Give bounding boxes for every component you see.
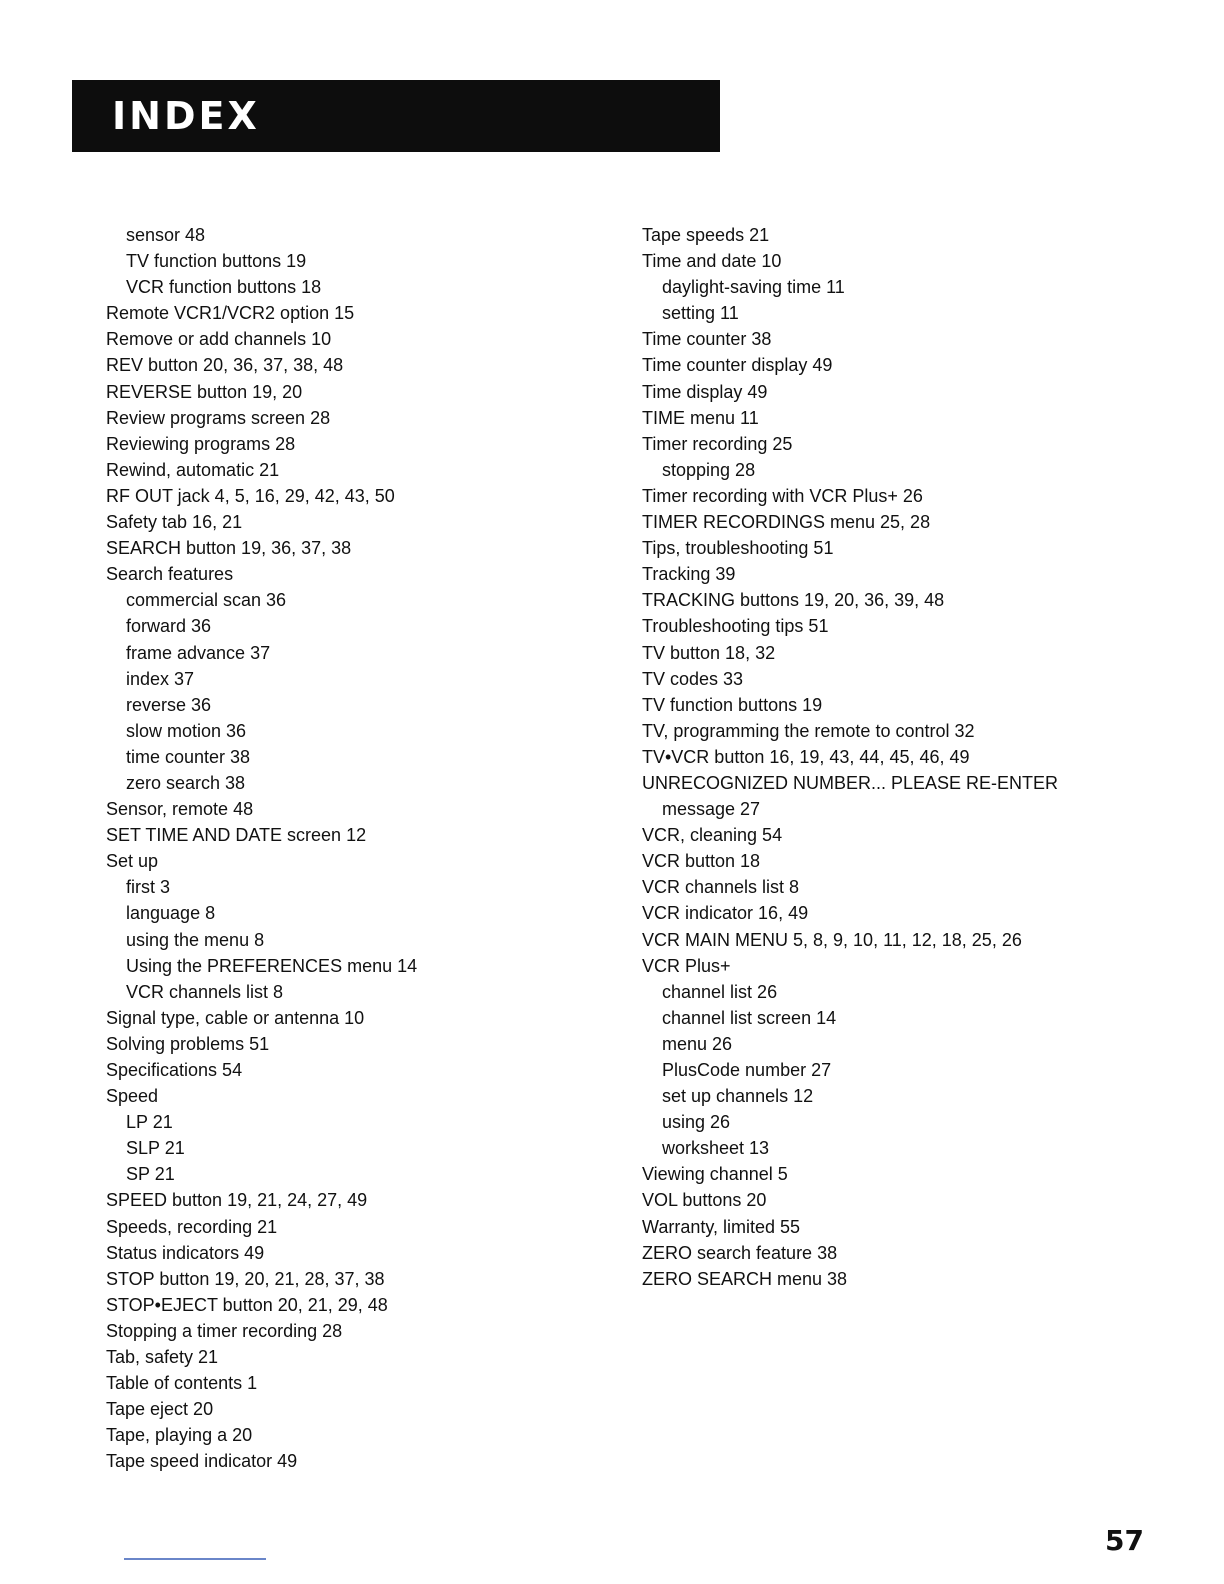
index-entry: Speeds, recording 21 — [106, 1216, 278, 1237]
index-entry: Tape, playing a 20 — [106, 1425, 253, 1446]
index-entry: Tab, safety 21 — [106, 1347, 219, 1368]
index-entry: VCR indicator 16, 49 — [642, 903, 809, 924]
page-title: INDEX — [112, 94, 260, 138]
index-entry: TRACKING buttons 19, 20, 36, 39, 48 — [642, 590, 945, 611]
index-entry: ZERO SEARCH menu 38 — [642, 1268, 848, 1289]
index-entry: TIME menu 11 — [642, 407, 759, 428]
index-entry: TV•VCR button 16, 19, 43, 44, 45, 46, 49 — [642, 746, 970, 767]
index-subentry: PlusCode number 27 — [662, 1060, 832, 1080]
index-subentry: SP 21 — [126, 1164, 175, 1185]
index-column-left — [106, 222, 417, 1475]
index-entry: Warranty, limited 55 — [642, 1216, 801, 1237]
index-subentry: LP 21 — [126, 1112, 173, 1133]
page-number: 57 — [1105, 1524, 1144, 1557]
index-subentry: using 26 — [662, 1112, 731, 1133]
index-entry: RF OUT jack 4, 5, 16, 29, 42, 43, 50 — [106, 485, 395, 506]
index-entry: TV function buttons 19 — [642, 694, 823, 715]
index-subentry: menu 26 — [662, 1033, 733, 1054]
index-subentry: SLP 21 — [126, 1138, 185, 1159]
index-entry: REV button 20, 36, 37, 38, 48 — [106, 355, 344, 376]
index-subentry: daylight-saving time 11 — [662, 277, 845, 298]
index-entry: VOL buttons 20 — [642, 1190, 767, 1211]
index-subentry: frame advance 37 — [126, 642, 271, 663]
index-subentry: message 27 — [662, 799, 761, 820]
index-entry: Status indicators 49 — [106, 1242, 265, 1263]
index-entry: UNRECOGNIZED NUMBER... PLEASE RE-ENTER — [642, 772, 1059, 793]
index-entry: VCR, cleaning 54 — [642, 825, 783, 846]
index-entry: Tape speeds 21 — [642, 225, 770, 245]
index-entry: TV, programming the remote to control 32 — [642, 720, 975, 741]
index-subentry: channel list screen 14 — [662, 1007, 837, 1028]
index-subentry: channel list 26 — [662, 981, 778, 1002]
index-entry: Time and date 10 — [642, 251, 782, 272]
index-entry: Tracking 39 — [642, 564, 736, 585]
index-subentry: setting 11 — [662, 303, 739, 324]
index-subentry: TV function buttons 19 — [126, 251, 307, 272]
index-subentry: forward 36 — [126, 616, 212, 637]
index-subentry: zero search 38 — [126, 772, 246, 793]
index-entry: Remote VCR1/VCR2 option 15 — [106, 303, 355, 324]
index-entry: Tape eject 20 — [106, 1399, 214, 1420]
index-entry: Troubleshooting tips 51 — [642, 616, 829, 637]
index-subentry: first 3 — [126, 877, 171, 898]
index-entry: SET TIME AND DATE screen 12 — [106, 825, 367, 846]
index-entry: Speed — [106, 1086, 159, 1107]
index-entry: Search features — [106, 564, 234, 585]
index-entry: SEARCH button 19, 36, 37, 38 — [106, 538, 352, 559]
index-entry: Stopping a timer recording 28 — [106, 1320, 343, 1341]
index-entry: ZERO search feature 38 — [642, 1242, 838, 1263]
index-column-right — [642, 222, 1058, 1292]
index-subentry: VCR channels list 8 — [126, 981, 284, 1002]
index-entry: Timer recording 25 — [642, 433, 793, 454]
index-entry: Safety tab 16, 21 — [106, 512, 243, 533]
index-entry: STOP•EJECT button 20, 21, 29, 48 — [106, 1294, 388, 1315]
index-entry: Viewing channel 5 — [642, 1164, 788, 1185]
index-entry: Time display 49 — [642, 381, 768, 402]
index-subentry: language 8 — [126, 903, 216, 924]
index-header-bar — [72, 80, 720, 152]
index-subentry: stopping 28 — [662, 459, 756, 480]
index-entry: TV button 18, 32 — [642, 642, 776, 663]
index-subentry: reverse 36 — [126, 694, 212, 715]
index-entry: Tape speed indicator 49 — [106, 1451, 298, 1472]
index-entry: Table of contents 1 — [106, 1373, 258, 1394]
index-entry: Timer recording with VCR Plus+ 26 — [642, 485, 923, 506]
index-entry: Signal type, cable or antenna 10 — [106, 1007, 365, 1028]
index-entry: VCR Plus+ — [642, 955, 731, 976]
index-entry: SPEED button 19, 21, 24, 27, 49 — [106, 1190, 368, 1211]
index-entry: Reviewing programs 28 — [106, 433, 296, 454]
footer-rule — [124, 1558, 266, 1560]
index-entry: Specifications 54 — [106, 1060, 243, 1080]
index-subentry: sensor 48 — [126, 225, 206, 245]
index-entry: REVERSE button 19, 20 — [106, 381, 303, 402]
index-entry: VCR channels list 8 — [642, 877, 800, 898]
index-subentry: worksheet 13 — [662, 1138, 770, 1159]
index-entry: VCR MAIN MENU 5, 8, 9, 10, 11, 12, 18, 25, 26 — [642, 929, 1022, 950]
index-subentry: using the menu 8 — [126, 929, 265, 950]
index-subentry: VCR function buttons 18 — [126, 277, 322, 298]
index-entry: Time counter display 49 — [642, 355, 833, 376]
index-entry: Review programs screen 28 — [106, 407, 331, 428]
index-subentry: index 37 — [126, 668, 195, 689]
index-entry: Time counter 38 — [642, 329, 772, 350]
index-subentry: slow motion 36 — [126, 720, 247, 741]
index-entry: STOP button 19, 20, 21, 28, 37, 38 — [106, 1268, 385, 1289]
index-subentry: time counter 38 — [126, 746, 251, 767]
index-entry: Sensor, remote 48 — [106, 799, 254, 820]
index-subentry: Using the PREFERENCES menu 14 — [126, 955, 418, 976]
index-entry: VCR button 18 — [642, 851, 761, 872]
index-entry: Tips, troubleshooting 51 — [642, 538, 834, 559]
index-subentry: commercial scan 36 — [126, 590, 287, 611]
index-subentry: set up channels 12 — [662, 1086, 814, 1107]
index-entry: Remove or add channels 10 — [106, 329, 332, 350]
index-entry: Set up — [106, 851, 159, 872]
index-entry: TV codes 33 — [642, 668, 744, 689]
index-entry: Rewind, automatic 21 — [106, 459, 280, 480]
index-entry: TIMER RECORDINGS menu 25, 28 — [642, 512, 931, 533]
index-entry: Solving problems 51 — [106, 1033, 270, 1054]
